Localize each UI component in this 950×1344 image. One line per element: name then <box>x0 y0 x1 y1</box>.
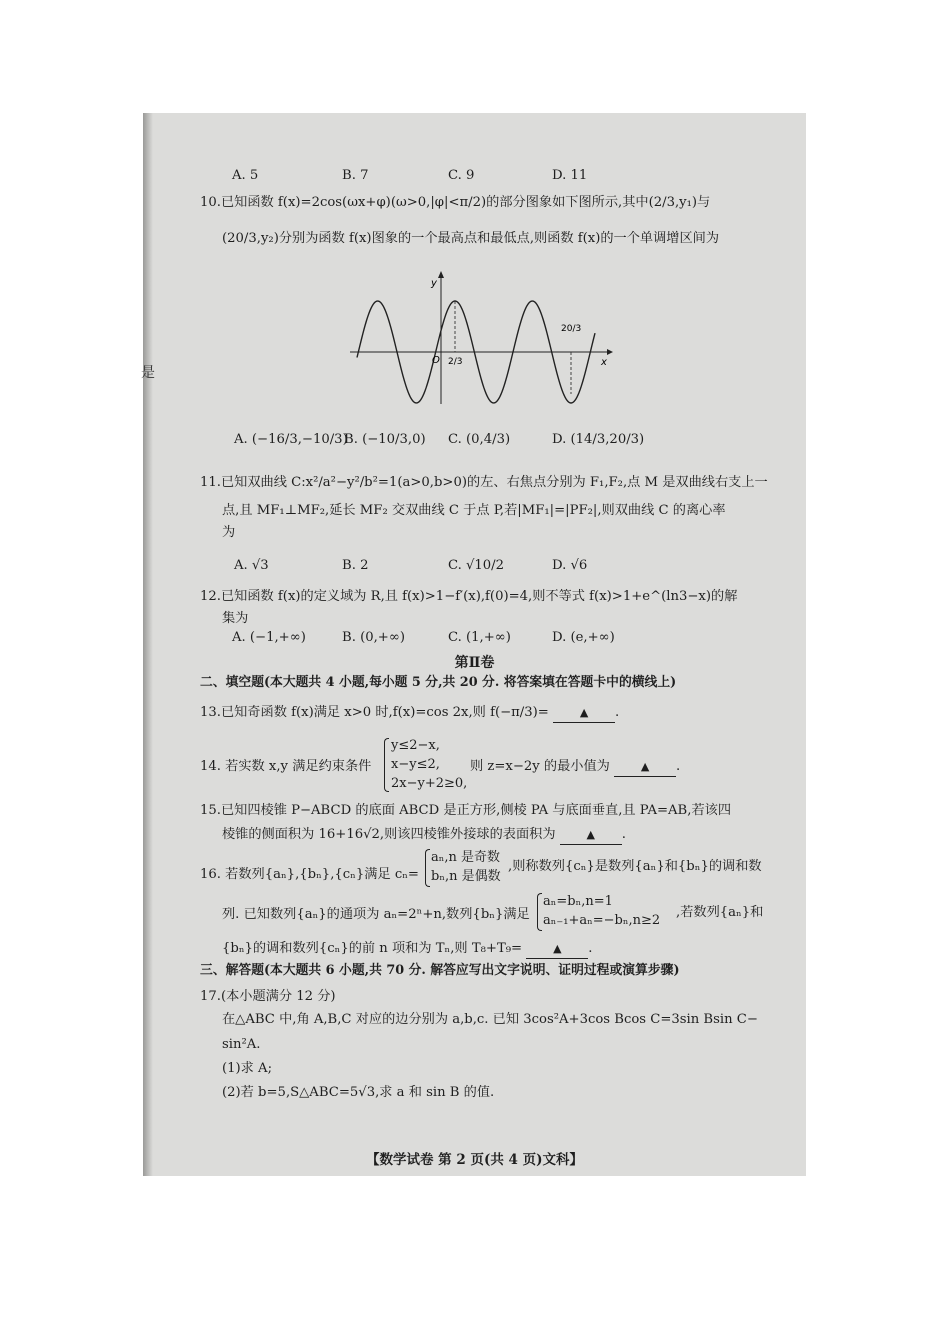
q12-line-2: 集为 <box>222 611 249 626</box>
q14-constraint-1: y≤2−x, <box>391 738 440 753</box>
q14-constraint-2: x−y≤2, <box>391 757 440 772</box>
blank-triangle-icon: ▲ <box>553 942 562 955</box>
q16-line-3-text: {bₙ}的调和数列{cₙ}的前 n 项和为 Tₙ,则 T₈+T₉= <box>222 941 523 956</box>
q12-option-a: A. (−1,+∞) <box>232 630 306 645</box>
q12-option-d: D. (e,+∞) <box>552 630 615 645</box>
y-axis-label: y <box>431 278 437 289</box>
paper-edge-shadow <box>143 113 153 1176</box>
q11-line-1: 11.已知双曲线 C:x²/a²−y²/b²=1(a>0,b>0)的左、右焦点分别为 F₁,F₂,点 M 是双曲线右支上一 <box>200 475 768 490</box>
q10-cosine-graph <box>345 268 615 408</box>
q16-line-3 <box>222 940 593 959</box>
q10-option-b: B. (−10/3,0) <box>344 432 426 447</box>
section-2-title: 二、填空题(本大题共 4 小题,每小题 5 分,共 20 分. 将答案填在答题卡中的横线上) <box>200 675 677 690</box>
side-character: 是 <box>141 365 155 381</box>
q9-option-a: A. 5 <box>232 168 259 183</box>
q16-case-2: bₙ,n 是偶数 <box>431 869 501 884</box>
q11-option-a: A. √3 <box>234 558 269 573</box>
q16-line-2-prefix: 列. 已知数列{aₙ}的通项为 aₙ=2ⁿ+n,数列{bₙ}满足 <box>222 907 530 922</box>
q14-constraint-3: 2x−y+2≥0, <box>391 776 468 791</box>
q11-line-3: 为 <box>222 525 236 540</box>
page-footer: 【数学试卷 第 2 页(共 4 页)文科】 <box>365 1152 584 1168</box>
q17-line-2: sin²A. <box>222 1037 261 1052</box>
q16-rule-1: aₙ=bₙ,n=1 <box>543 894 613 909</box>
q16-brace-1 <box>425 849 430 887</box>
q15-text: 棱锥的侧面积为 16+16√2,则该四棱锥外接球的表面积为 <box>222 827 556 842</box>
q13-end: . <box>615 705 620 720</box>
q14-end: . <box>676 759 681 774</box>
q11-option-d: D. √6 <box>552 558 588 573</box>
q16-end: . <box>588 941 593 956</box>
q13-text: 13.已知奇函数 f(x)满足 x>0 时,f(x)=cos 2x,则 f(−π/3)= <box>200 705 549 720</box>
tick-label-2-3: 2/3 <box>448 357 463 367</box>
q17-line-1: 在△ABC 中,角 A,B,C 对应的边分别为 a,b,c. 已知 3cos²A+3cos Bcos C=3sin Bsin C− <box>222 1012 758 1027</box>
q9-option-c: C. 9 <box>448 168 475 183</box>
y-axis-arrow <box>438 271 444 278</box>
q14-prefix: 14. 若实数 x,y 满足约束条件 <box>200 759 372 774</box>
q10-option-c: C. (0,4/3) <box>448 432 511 447</box>
blank-triangle-icon: ▲ <box>640 760 650 773</box>
origin-label: O <box>432 355 440 366</box>
q11-option-b: B. 2 <box>342 558 369 573</box>
blank-triangle-icon: ▲ <box>579 706 589 719</box>
q13-answer-blank <box>553 704 615 723</box>
q17-title: 17.(本小题满分 12 分) <box>200 989 336 1004</box>
q16-rule-2: aₙ₋₁+aₙ=−bₙ,n≥2 <box>543 913 661 928</box>
q12-line-1: 12.已知函数 f(x)的定义域为 R,且 f(x)>1−f′(x),f(0)=4,则不等式 f(x)>1+e^(ln3−x)的解 <box>200 589 738 604</box>
q17-part-1: (1)求 A; <box>222 1061 273 1076</box>
q10-option-a: A. (−16/3,−10/3) <box>234 432 348 447</box>
q12-option-c: C. (1,+∞) <box>448 630 511 645</box>
q9-option-d: D. 11 <box>552 168 588 183</box>
q16-suffix: ,则称数列{cₙ}是数列{aₙ}和{bₙ}的调和数 <box>508 859 762 874</box>
q14-post: 则 z=x−2y 的最小值为 <box>470 759 610 774</box>
q15-answer-blank <box>560 826 622 845</box>
q9-option-b: B. 7 <box>342 168 369 183</box>
q14-answer-blank <box>614 758 676 777</box>
section-3-title: 三、解答题(本大题共 6 小题,共 70 分. 解答应写出文字说明、证明过程或演算步骤) <box>200 963 680 978</box>
q12-option-b: B. (0,+∞) <box>342 630 405 645</box>
x-axis-label: x <box>601 357 607 368</box>
part-2-title: 第Ⅱ卷 <box>454 655 495 671</box>
q10-line-2: (20/3,y₂)分别为函数 f(x)图象的一个最高点和最低点,则函数 f(x)的一个单调增区间为 <box>222 231 720 246</box>
q16-line-2-suffix: ,若数列{aₙ}和 <box>676 905 764 920</box>
q16-brace-2 <box>537 893 542 931</box>
x-axis-arrow <box>607 349 613 355</box>
q16-case-1: aₙ,n 是奇数 <box>431 850 501 865</box>
q11-line-2: 点,且 MF₁⊥MF₂,延长 MF₂ 交双曲线 C 于点 P,若|MF₁|=|PF₂|,则双曲线 C 的离心率 <box>222 503 726 518</box>
q10-option-d: D. (14/3,20/3) <box>552 432 645 447</box>
q15-end: . <box>621 827 626 842</box>
q15-line-1: 15.已知四棱锥 P−ABCD 的底面 ABCD 是正方形,侧棱 PA 与底面垂直,且 PA=AB,若该四 <box>200 803 732 818</box>
tick-label-20-3: 20/3 <box>561 324 582 334</box>
q11-option-c: C. √10/2 <box>448 558 505 573</box>
q15-line-2 <box>222 826 626 845</box>
q10-line-1: 10.已知函数 f(x)=2cos(ωx+φ)(ω>0,|φ|<π/2)的部分图象如下图所示,其中(2/3,y₁)与 <box>200 195 711 210</box>
q16-prefix: 16. 若数列{aₙ},{bₙ},{cₙ}满足 cₙ= <box>200 867 419 882</box>
q17-part-2: (2)若 b=5,S△ABC=5√3,求 a 和 sin B 的值. <box>222 1085 495 1100</box>
q13-line <box>200 704 619 723</box>
q16-answer-blank <box>526 940 588 959</box>
q14-suffix <box>470 758 680 777</box>
blank-triangle-icon: ▲ <box>586 828 595 841</box>
q14-brace <box>384 738 389 792</box>
